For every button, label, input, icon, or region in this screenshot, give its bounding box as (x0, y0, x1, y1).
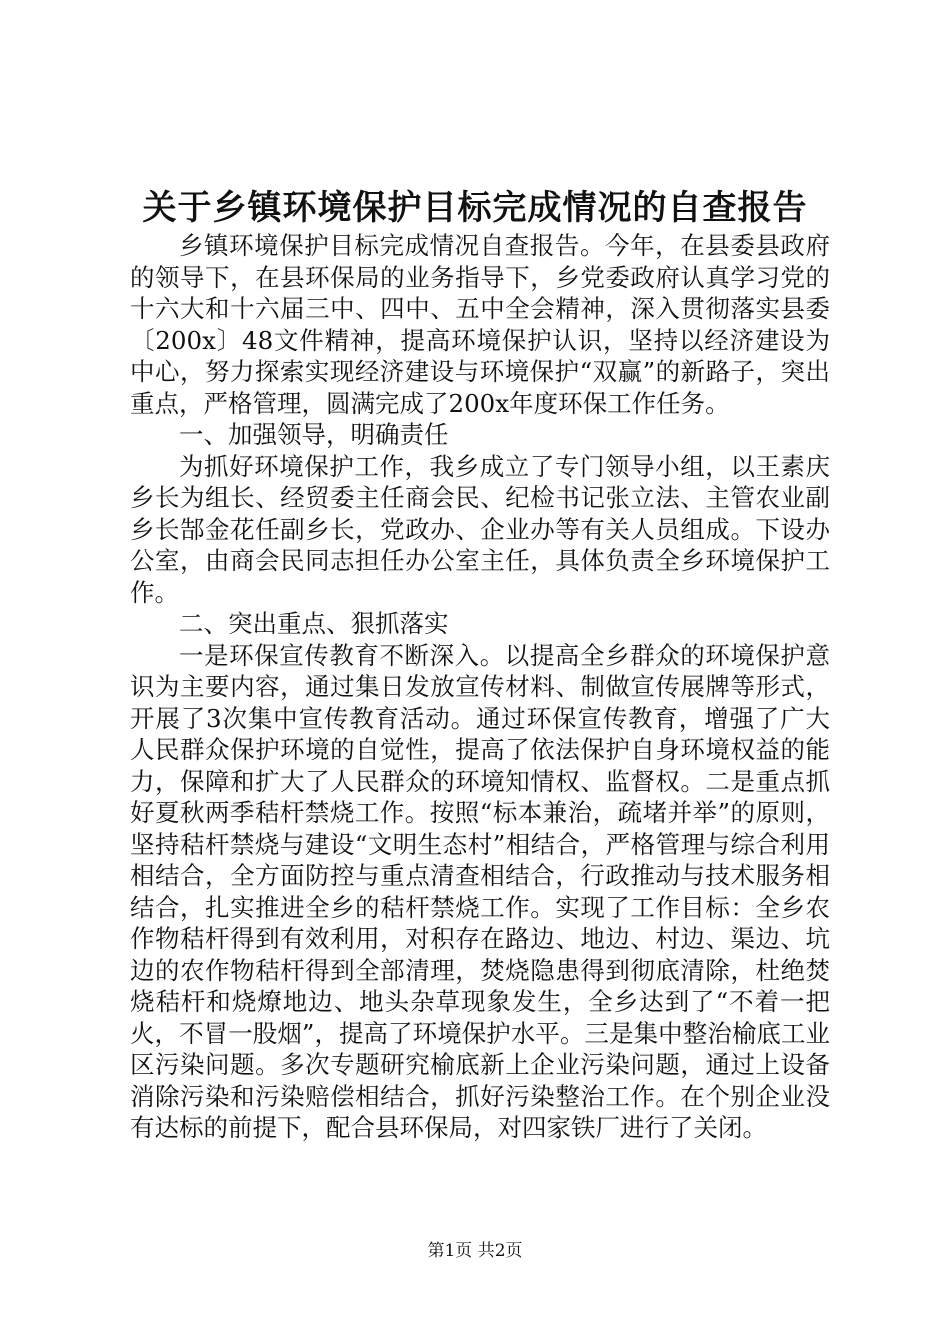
section-1-paragraph: 为抓好环境保护工作，我乡成立了专门领导小组，以王素庆乡长为组长、经贸委主任商会民、纪检书记张立法、主管农业副乡长郜金花任副乡长，党政办、企业办等有关人员组成。下设办公室，由商会民同志担任办公室主任，具体负责全乡环境保护工作。 (130, 451, 830, 607)
section-heading-1: 一、加强领导，明确责任 (179, 420, 449, 449)
document-body (130, 230, 830, 1144)
intro-paragraph: 乡镇环境保护目标完成情况自查报告。今年，在县委县政府的领导下，在县环保局的业务指导下，乡党委政府认真学习党的十六大和十六届三中、四中、五中全会精神，深入贯彻落实县委〔200x〕48文件精神，提高环境保护认识，坚持以经济建设为中心，努力探索实现经济建设与环境保护“双赢”的新路子，突出重点，严格管理，圆满完成了200x年度环保工作任务。 (130, 231, 830, 418)
section-heading-2: 二、突出重点、狠抓落实 (179, 609, 449, 638)
page-footer: 第1页 共2页 (427, 1241, 523, 1261)
document-title: 关于乡镇环境保护目标完成情况的自查报告 (142, 188, 808, 228)
section-2-paragraph: 一是环保宣传教育不断深入。以提高全乡群众的环境保护意识为主要内容，通过集日发放宣传材料、制做宣传展牌等形式，开展了3次集中宣传教育活动。通过环保宣传教育，增强了广大人民群众保护环境的自觉性，提高了依法保护自身环境权益的能力，保障和扩大了人民群众的环境知情权、监督权。二是重点抓好夏秋两季秸杆禁烧工作。按照“标本兼治，疏堵并举”的原则，坚持秸杆禁烧与建设“文明生态村”相结合，严格管理与综合利用相结合，全方面防控与重点清查相结合，行政推动与技术服务相结合，扎实推进全乡的秸杆禁烧工作。实现了工作目标：全乡农作物秸杆得到有效利用，对积存在路边、地边、村边、渠边、坑边的农作物秸杆得到全部清理，焚烧隐患得到彻底清除，杜绝焚烧秸杆和烧燎地边、地头杂草现象发生，全乡达到了“不着一把火，不冒一股烟”，提高了环境保护水平。三是集中整治榆底工业区污染问题。多次专题研究榆底新上企业污染问题，通过上设备消除污染和污染赔偿相结合，抓好污染整治工作。在个别企业没有达标的前提下，配合县环保局，对四家铁厂进行了关闭。 (130, 640, 830, 1142)
